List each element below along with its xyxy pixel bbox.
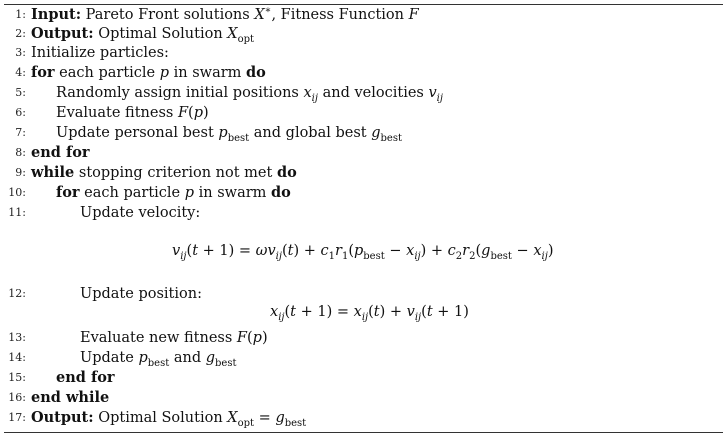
line-number: 11:	[8, 206, 26, 219]
line-number: 1:	[15, 8, 26, 21]
line-number: 17:	[8, 411, 26, 424]
algorithm-bottom-rule	[4, 432, 723, 433]
update-velocity-text: Update velocity:	[80, 205, 201, 221]
line-number: 6:	[15, 106, 26, 119]
output-keyword: Output:	[31, 25, 94, 42]
input-keyword: Input:	[31, 6, 82, 23]
line-number: 3:	[15, 46, 26, 59]
position-equation: $x_{ij}(t + 1) = x_{ij}(t) + v_{ij}(t + 1)$	[270, 304, 469, 323]
line-number: 10:	[8, 186, 26, 199]
init-text: Initialize particles:	[31, 45, 169, 61]
line-number: 9:	[15, 166, 26, 179]
line-number: 8:	[15, 146, 26, 159]
end-while-keyword: end while	[31, 389, 110, 406]
for-keyword: for	[31, 64, 55, 81]
line-number: 12:	[8, 287, 26, 300]
line-number: 14:	[8, 351, 26, 364]
velocity-equation: $v_{ij}(t + 1) = \omega v_{ij}(t) + c_1r_1(p_{best} - x_{ij}) + c_2r_2(g_{best} - x_{ij})$	[172, 243, 554, 262]
line-number: 4:	[15, 66, 26, 79]
line-number: 15:	[8, 371, 26, 384]
line-number: 7:	[15, 126, 26, 139]
end-for-keyword: end for	[31, 144, 90, 161]
line-number: 2:	[15, 27, 26, 40]
line-number: 5:	[15, 86, 26, 99]
end-for-keyword: end for	[56, 369, 115, 386]
output-keyword: Output:	[31, 409, 94, 426]
line-number: 13:	[8, 331, 26, 344]
line-number: 16:	[8, 391, 26, 404]
update-position-text: Update position:	[80, 286, 202, 302]
while-keyword: while	[31, 164, 75, 181]
for-keyword: for	[56, 184, 80, 201]
